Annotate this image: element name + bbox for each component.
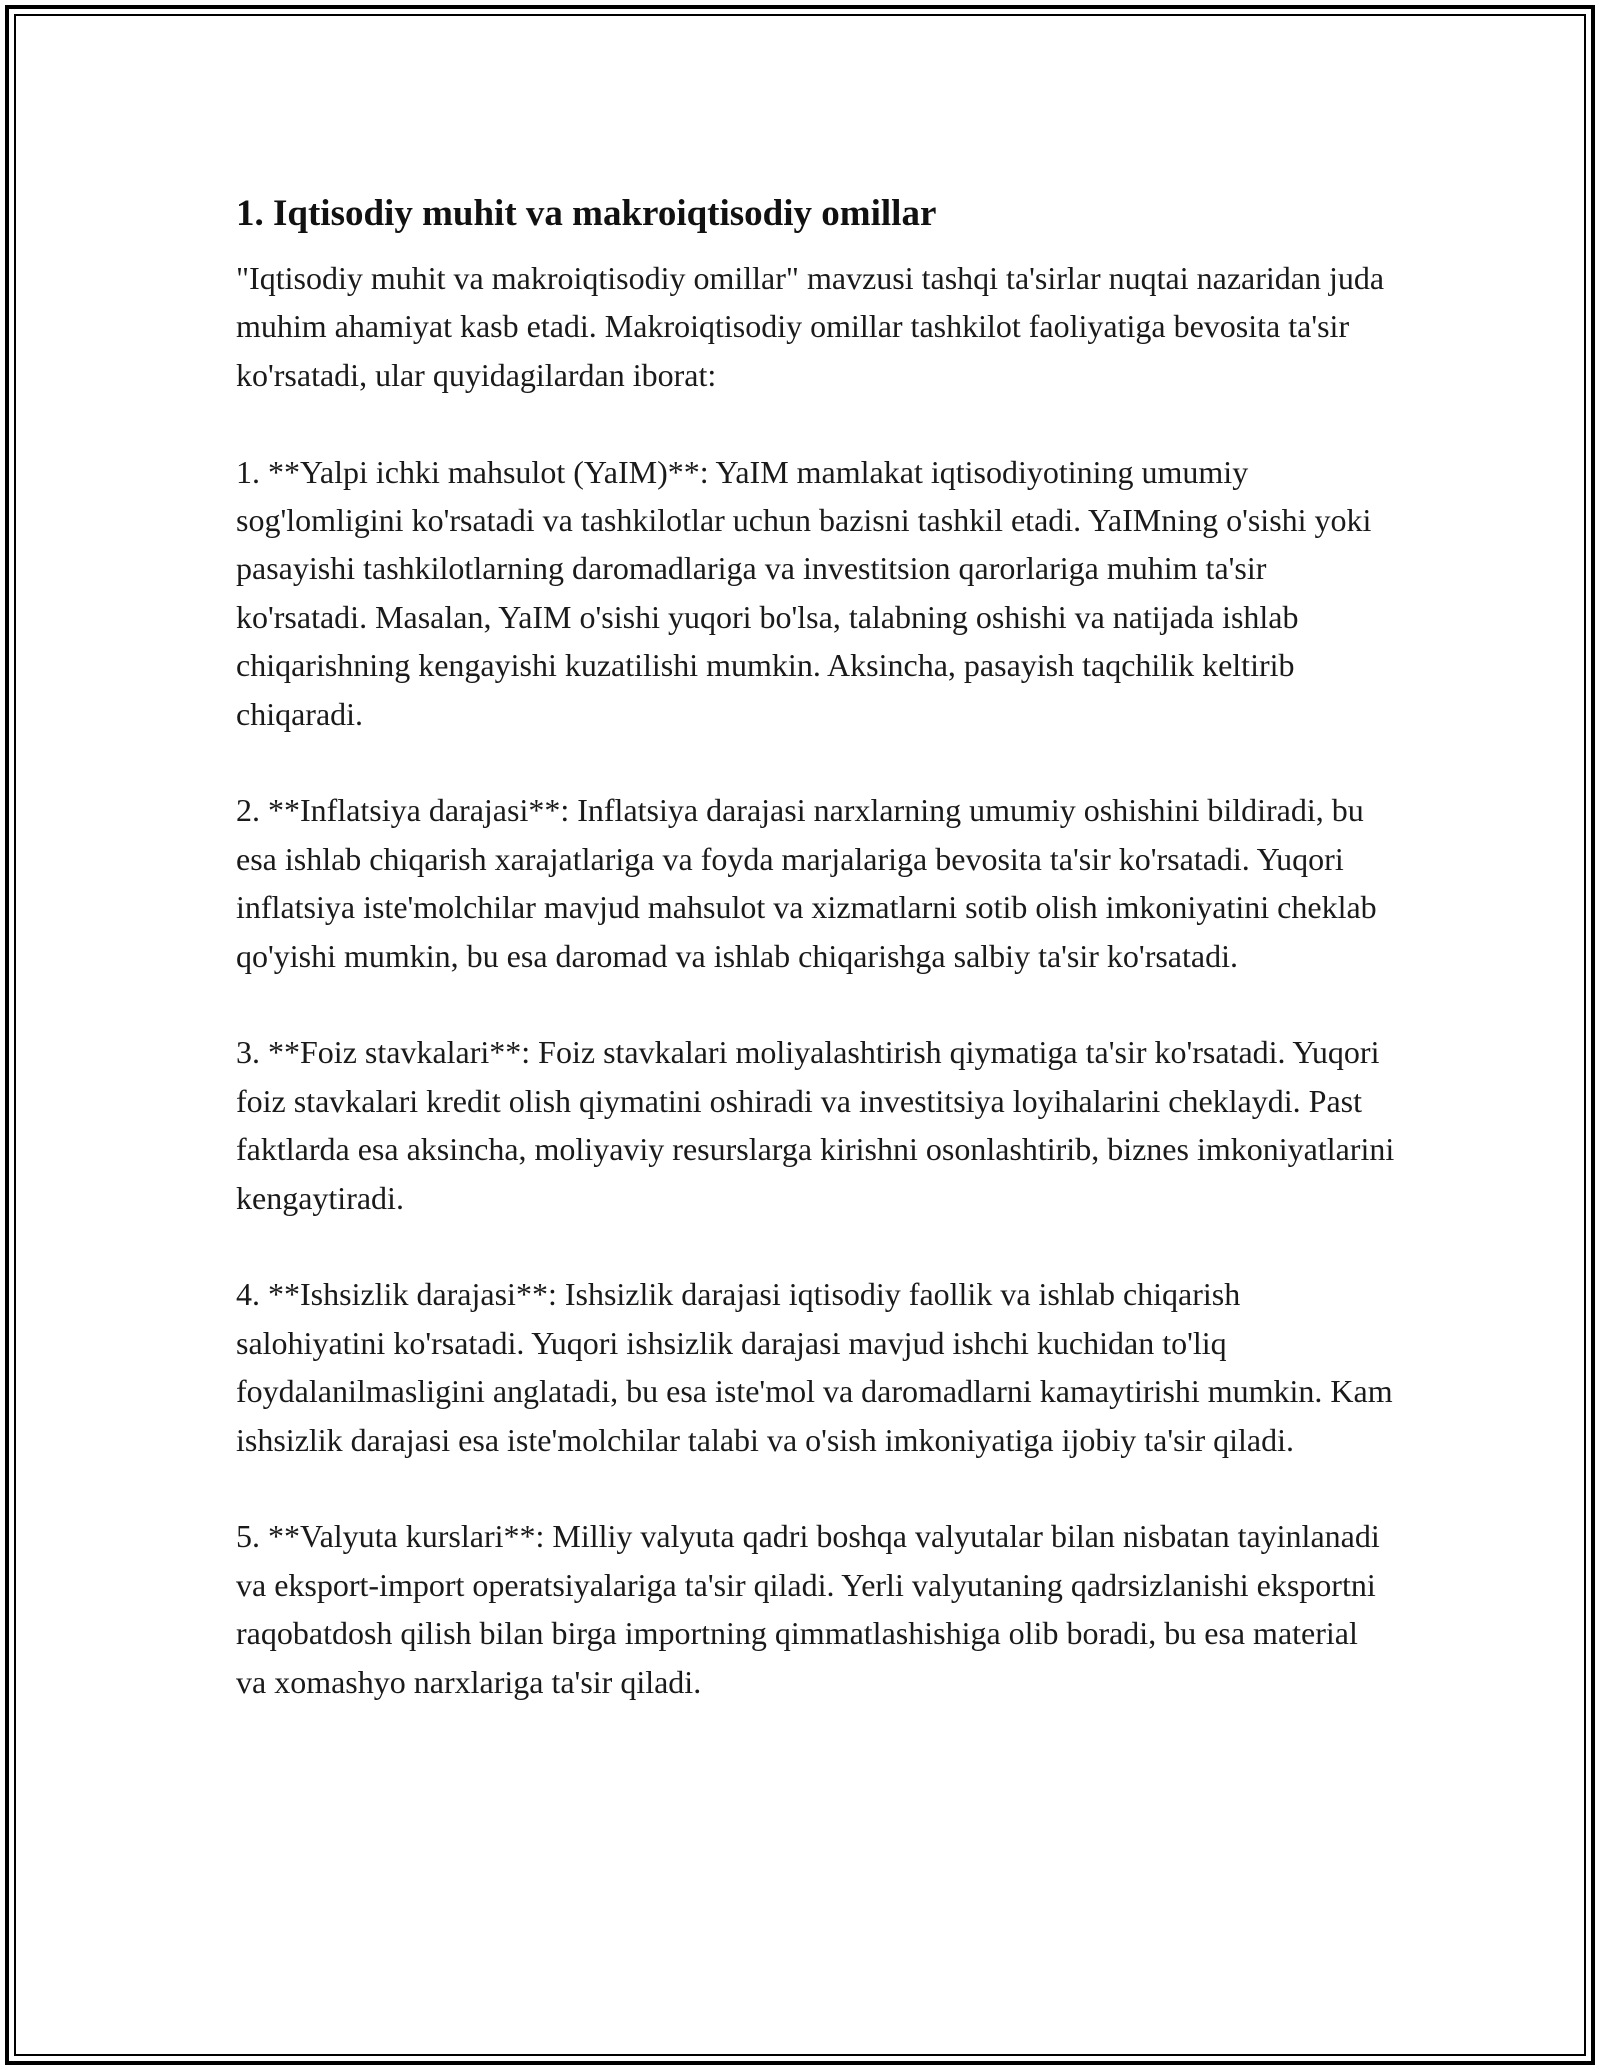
list-item-interest-rates: 3. **Foiz stavkalari**: Foiz stavkalari moliyalashtirish qiymatiga ta'sir ko'rsatadi. Yuqori foiz stavkalari kredit olish qiymatini oshiradi va investitsiya loyihalarini cheklaydi. Past faktlarda esa aksincha, moliyaviy resurslarga kirishni osonlashtirib, biznes imkoniyatlarini kengaytiradi. [236, 1034, 1395, 1216]
section-heading: 1. Iqtisodiy muhit va makroiqtisodiy omillar [236, 193, 937, 234]
intro-paragraph: "Iqtisodiy muhit va makroiqtisodiy omillar" mavzusi tashqi ta'sirlar nuqtai nazaridan juda muhim ahamiyat kasb etadi. Makroiqtisodiy omillar tashkilot faoliyatiga bevosita ta'sir ko'rsatadi, ular quyidagilardan iborat: [236, 260, 1385, 393]
list-item-unemployment: 4. **Ishsizlik darajasi**: Ishsizlik darajasi iqtisodiy faollik va ishlab chiqarish salohiyatini ko'rsatadi. Yuqori ishsizlik darajasi mavjud ishchi kuchidan to'liq foydalanilmasligini anglatadi, bu esa iste'mol va daromadlarni kamaytirishi mumkin. Kam ishsizlik darajasi esa iste'molchilar talabi va o'sish imkoniyatiga ijobiy ta'sir qiladi. [236, 1276, 1393, 1458]
list-item-exchange-rates: 5. **Valyuta kurslari**: Milliy valyuta qadri boshqa valyutalar bilan nisbatan tayinlanadi va eksport-import operatsiyalariga ta'sir qiladi. Yerli valyutaning qadrsizlanishi eksportni raqobatdosh qilish bilan birga importning qimmatlashishiga olib boradi, bu esa material va xomashyo narxlariga ta'sir qiladi. [236, 1518, 1380, 1700]
document-body [236, 188, 1396, 1706]
list-item-inflation: 2. **Inflatsiya darajasi**: Inflatsiya darajasi narxlarning umumiy oshishini bildiradi, bu esa ishlab chiqarish xarajatlariga va foyda marjalariga bevosita ta'sir ko'rsatadi. Yuqori inflatsiya iste'molchilar mavjud mahsulot va xizmatlarni sotib olish imkoniyatini cheklab qo'yishi mumkin, bu esa daromad va ishlab chiqarishga salbiy ta'sir ko'rsatadi. [236, 792, 1377, 974]
list-item-gdp: 1. **Yalpi ichki mahsulot (YaIM)**: YaIM mamlakat iqtisodiyotining umumiy sog'lomligini ko'rsatadi va tashkilotlar uchun bazisni tashkil etadi. YaIMning o'sishi yoki pasayishi tashkilotlarning daromadlariga va investitsion qarorlariga muhim ta'sir ko'rsatadi. Masalan, YaIM o'sishi yuqori bo'lsa, talabning oshishi va natijada ishlab chiqarishning kengayishi kuzatilishi mumkin. Aksincha, pasayish taqchilik keltirib chiqaradi. [236, 453, 1372, 732]
